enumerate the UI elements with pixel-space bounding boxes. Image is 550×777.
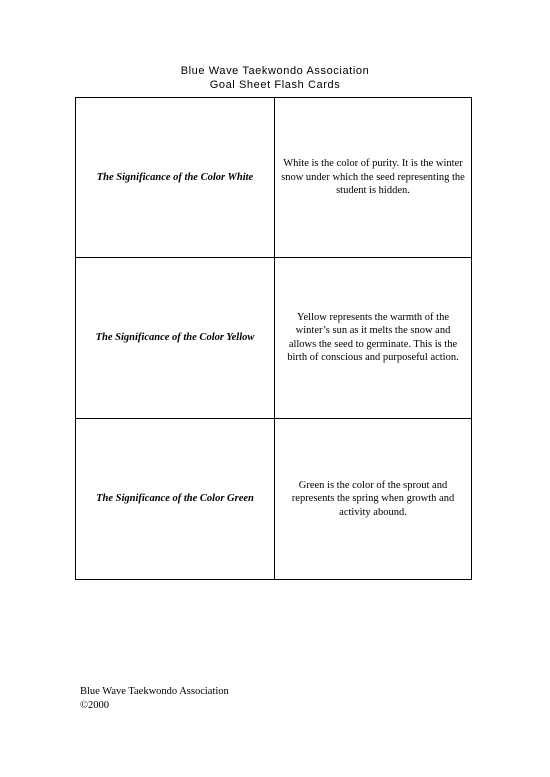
- document-header: [0, 64, 550, 92]
- document-subtitle: Goal Sheet Flash Cards: [209, 79, 341, 91]
- card-term-green: The Significance of the Color Green: [76, 419, 275, 579]
- footer-organization: Blue Wave Taekwondo Association: [80, 686, 229, 697]
- card-term-white: The Significance of the Color White: [76, 98, 275, 258]
- card-definition-yellow: Yellow represents the warmth of the winter’s sun as it melts the snow and allows the seed to germinate. This is the birth of conscious and purposeful action.: [275, 258, 471, 418]
- card-definition-white: White is the color of purity. It is the winter snow under which the seed representing the student is hidden.: [275, 98, 471, 258]
- card-definition-green: Green is the color of the sprout and represents the spring when growth and activity abound.: [291, 479, 455, 518]
- document-footer: [80, 685, 229, 713]
- document-title: Blue Wave Taekwondo Association: [180, 65, 370, 77]
- card-term-yellow: The Significance of the Color Yellow: [76, 258, 275, 418]
- flash-card-table: [75, 97, 472, 580]
- footer-copyright: ©2000: [80, 700, 109, 711]
